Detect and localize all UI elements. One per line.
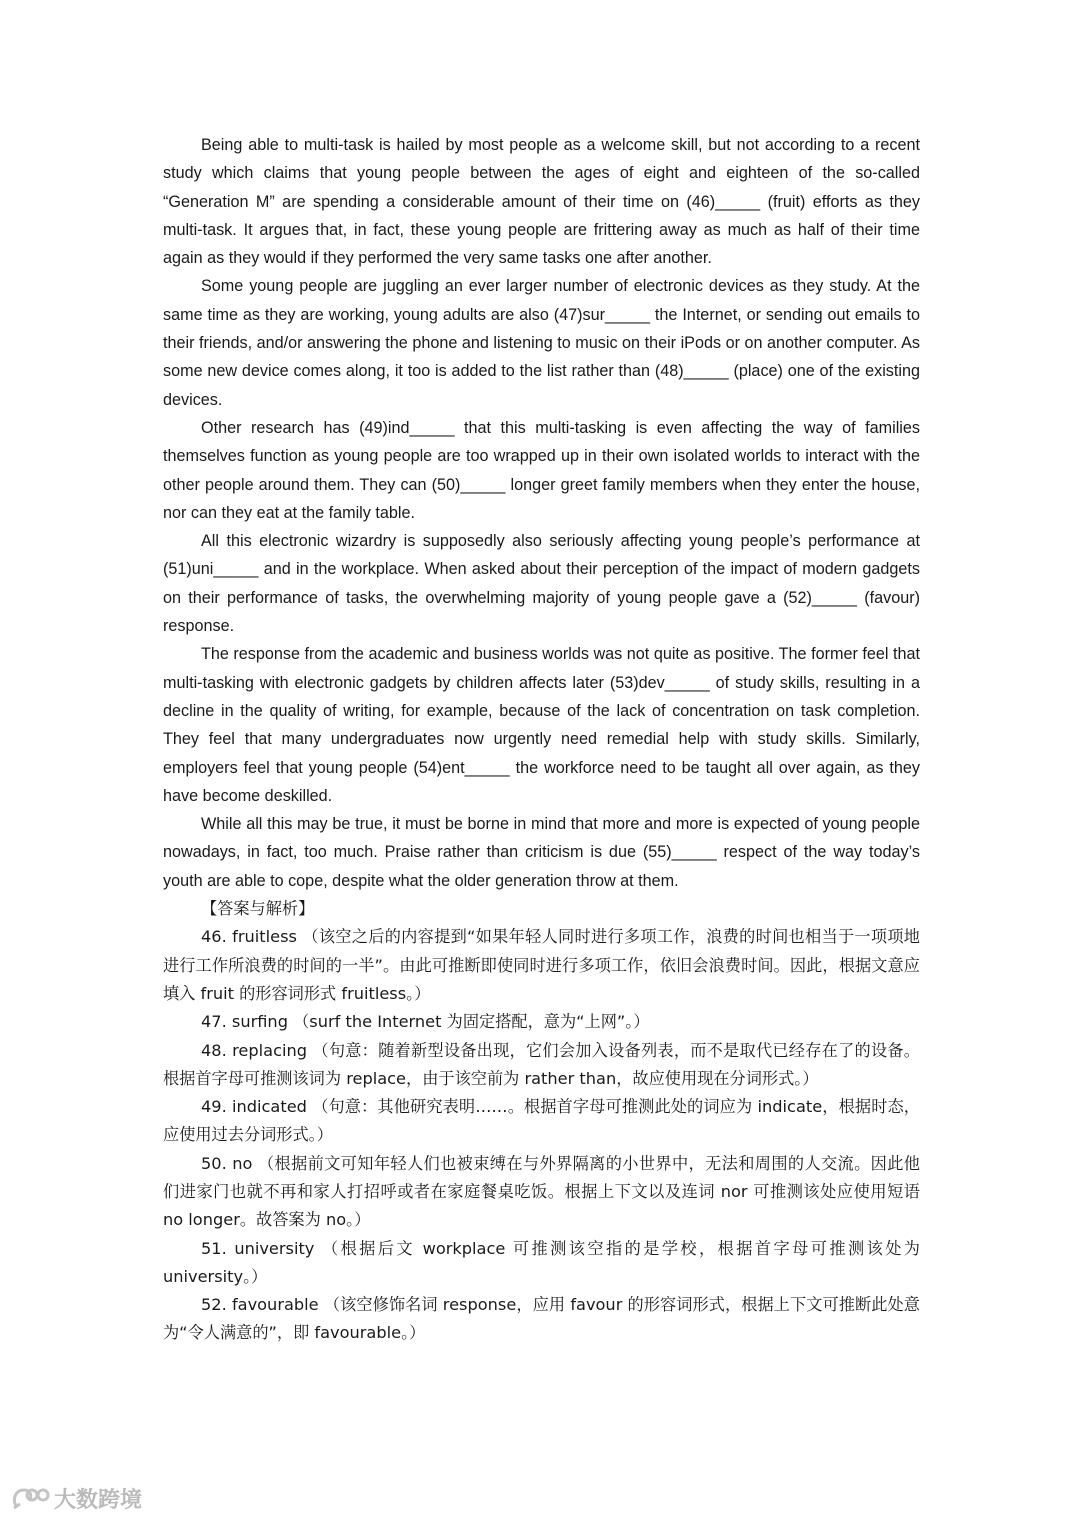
- passage-paragraph-6: While all this may be true, it must be borne in mind that more and more is expected of young people nowadays, in fact, too much. Praise rather than criticism is due (55)_____ respect of the way today’s youth are able to cope, despite what the older generation throw at them.: [163, 815, 920, 890]
- document-body: [163, 131, 920, 1348]
- answer-51: 51. university （根据后文 workplace 可推测该空指的是学校，根据首字母可推测该处为 university。）: [163, 1238, 920, 1286]
- answers-heading: 【答案与解析】: [201, 899, 315, 919]
- passage-paragraph-3: Other research has (49)ind_____ that this multi-tasking is even affecting the way of families themselves function as young people are too wrapped up in their own isolated worlds to interact with the other people around them. They can (50)_____ longer greet family members when they enter the house, nor can they eat at the family table.: [163, 418, 920, 522]
- watermark: [10, 1483, 142, 1514]
- watermark-text: 大数跨境: [54, 1488, 143, 1513]
- passage-paragraph-1: Being able to multi-task is hailed by most people as a welcome skill, but not according to a recent study which claims that young people between the ages of eight and eighteen of the so-called “Generation M” are spending a considerable amount of their time on (46)_____ (fruit) efforts as they multi-task. It argues that, in fact, these young people are frittering away as much as half of their time again as they would if they performed the very same tasks one after another.: [163, 136, 920, 268]
- answer-46: 46. fruitless （该空之后的内容提到“如果年轻人同时进行多项工作，浪费的时间也相当于一项项地进行工作所浪费的时间的一半”。由此可推断即使同时进行多项工作，依旧会浪费时间。因此，根据文意应填入 fruit 的形容词形式 fruitless。）: [163, 927, 920, 1003]
- passage-paragraph-4: All this electronic wizardry is supposedly also seriously affecting young people’s performance at (51)uni_____ and in the workplace. When asked about their perception of the impact of modern gadgets on their performance of tasks, the overwhelming majority of young people gave a (52)_____ (favour) response.: [163, 532, 920, 636]
- passage-paragraph-5: The response from the academic and business worlds was not quite as positive. The former feel that multi-tasking with electronic gadgets by children affects later (53)dev_____ of study skills, resulting in a decline in the quality of writing, for example, because of the lack of concentration on task completion. They feel that many undergraduates now urgently need remedial help with study skills. Similarly, employers feel that young people (54)ent_____ the workforce need to be taught all over again, as they have become deskilled.: [163, 645, 920, 805]
- answer-50: 50. no （根据前文可知年轻人们也被束缚在与外界隔离的小世界中，无法和周围的人交流。因此他们进家门也就不再和家人打招呼或者在家庭餐桌吃饭。根据上下文以及连词 nor 可推测该处应使用短语 no longer。故答案为 no。）: [163, 1153, 920, 1230]
- watermark-logo-icon: [10, 1486, 50, 1512]
- answer-48: 48. replacing （句意：随着新型设备出现，它们会加入设备列表，而不是取代已经存在了的设备。根据首字母可推测该词为 replace，由于该空前为 rather than，故应使用现在分词形式。）: [163, 1040, 920, 1088]
- answer-49: 49. indicated （句意：其他研究表明……。根据首字母可推测此处的词应为 indicate，根据时态，应使用过去分词形式。）: [163, 1097, 920, 1145]
- answer-52: 52. favourable （该空修饰名词 response，应用 favour 的形容词形式，根据上下文可推断此处意为“令人满意的”，即 favourable。）: [163, 1295, 920, 1343]
- passage-paragraph-2: Some young people are juggling an ever larger number of electronic devices as they study. At the same time as they are working, young adults are also (47)sur_____ the Internet, or sending out emails to their friends, and/or answering the phone and listening to music on their iPods or on another computer. As some new device comes along, it too is added to the list rather than (48)_____ (place) one of the existing devices.: [163, 277, 920, 409]
- answer-47: 47. surfing （surf the Internet 为固定搭配，意为“上网”。）: [201, 1012, 650, 1032]
